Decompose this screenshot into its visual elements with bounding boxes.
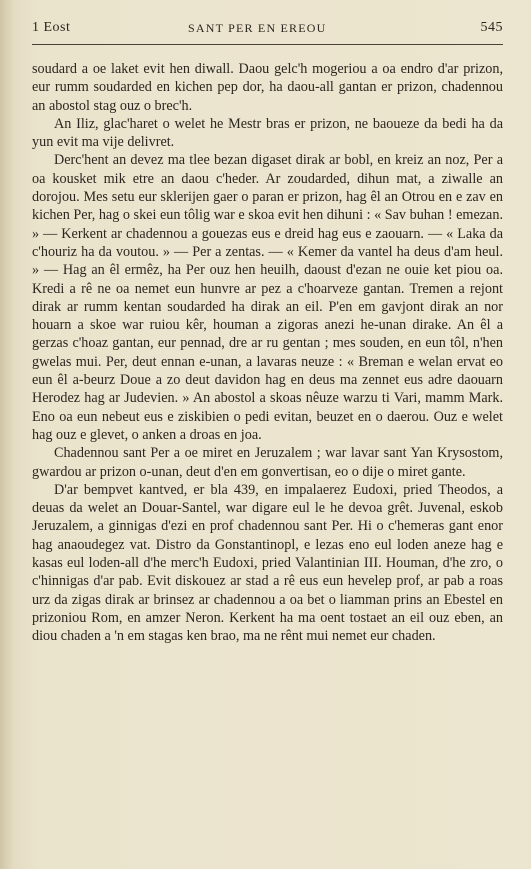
paragraph: An Iliz, glac'haret o welet he Mestr bras er prizon, ne baoueze da bedi ha da yun evit ma vije delivret. — [32, 115, 503, 151]
page-header — [32, 20, 503, 42]
header-rule — [32, 44, 503, 45]
paragraph: D'ar bempvet kantved, er bla 439, en impalaerez Eudoxi, pried Theodos, a deuas da welet an Douar-Santel, war digare eul le he devoa grêt. Juvenal, eskob Jeruzalem, a ginnigas d'ezi en prof chadennou sant Per. Hi o c'hemeras gant enor hag anaoudegez vat. Distro da Gonstantinopl, e lezas eno eul loden aneze hag e kasas eul loden-all d'he merc'h Eudoxi, pried Valantinian III. Houman, d'he zro, o c'hinnigas d'ar pab. Evit diskouez ar stad a rê eus eun hevelep prof, ar pab a roas urz da zigas dirak ar brinsez ar chadennou a oa bet o liamman prins an Ebestel en prizoniou Rom, en amzer Neron. Kerkent ha ma oent tostaet an eil ouz eben, an diou chaden a 'n em stagas ken brao, ma ne rênt mui nemet eur chaden. — [32, 481, 503, 645]
paragraph: Chadennou sant Per a oe miret en Jeruzalem ; war lavar sant Yan Krysostom, gwardou ar prizon o-unan, deut d'en em gonvertisan, eo o dije o miret gante. — [32, 445, 503, 480]
running-title: SANT PER EN EREOU — [188, 21, 327, 35]
paragraph-continued: soudard a oe laket evit hen diwall. Daou gelc'h mogeriou a oa endro d'ar prizon, eur rumm soudarded en kichen pep dor, ha daou-all gantan er prizon, chadennou an abostol stag ouz o brec'h. — [32, 61, 503, 114]
page-body — [32, 60, 503, 646]
page-number: 545 — [480, 20, 503, 35]
header-date: 1 Eost — [32, 20, 71, 35]
paragraph: Derc'hent an devez ma tlee bezan digaset dirak ar bobl, en kreiz an noz, Per a oa kousket mik etre an daou c'heder. Ar zoudarded, dihun mat, a ziwalle an dorojou. Mes setu eur sklerijen gaer o paran er prizon, hag êl an Otrou en e zav en kichen Per, hag o skei eun tôlig war e skoa evit hen dihuni : « Sav buhan ! emezan. » — Kerkent ar chadennou a gouezas eus e dreid hag eus e zaouarn. — « Laka da c'houriz ha da voutou. » — Per a zentas. — « Kemer da vantel ha deus d'am heul. » — Hag an êl ermêz, ha Per ouz hen heuilh, daoust d'ezan ne ouie ket piou oa. Kredi a rê ne oa nemet eun hunvre ar pez a c'hoarveze gantan. Tremen a rejont dirak ar rumm kentan soudarded ha dirak an eil. P'en em gavjont dirak an nor houarn a skoe war ruiou kêr, houman a zigoras anezi he-unan dirake. An êl a gerzas c'hoaz gantan, eur pennad, dre ar ru gentan ; mes souden, en eun tôl, n'hen gwelas mui. Per, deut ennan e-unan, a lavaras neuze : « Breman e welan ervat eo eun êl a-beurz Doue a zo deut davidon hag en deus ma zennet eus adre daouarn Herodez hag ar Judevien. » An abostol a skoas nêuze warzu ti Vari, mamm Mark. Eno oa eun nebeut eus e ziskibien o pedi evitan, beuzet en o daerou. Ouz e welet hag ouz e glevet, o anken a droas en joa. — [32, 152, 503, 443]
